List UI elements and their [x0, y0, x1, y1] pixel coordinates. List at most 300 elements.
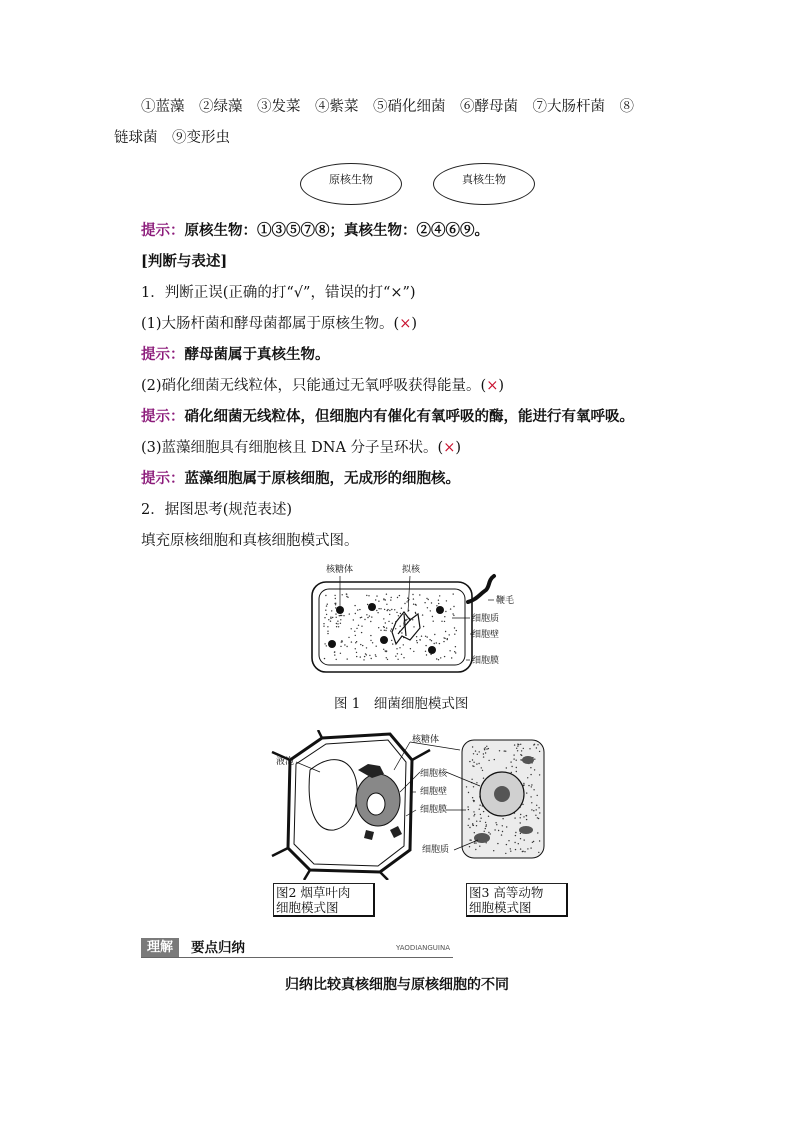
stipple-dot — [354, 631, 355, 632]
stipple-dot — [530, 774, 531, 775]
statement-3-close: ) — [455, 440, 462, 456]
prokaryote-oval-label: 原核生物 — [329, 173, 373, 186]
stipple-dot — [340, 623, 341, 624]
stipple-dot — [396, 648, 397, 649]
stipple-dot — [341, 615, 342, 616]
stipple-dot — [475, 750, 476, 751]
stipple-dot — [475, 849, 476, 850]
stipple-dot — [370, 635, 371, 636]
mitochondrion-shape — [522, 756, 534, 764]
stipple-dot — [438, 600, 439, 601]
stipple-dot — [323, 626, 324, 627]
stipple-dot — [327, 604, 328, 605]
section-judge: [判断与表述] — [141, 253, 228, 270]
stipple-dot — [470, 840, 471, 841]
stipple-dot — [390, 630, 391, 631]
wall-extension — [304, 870, 310, 880]
organism-list-line2: 链球菌 ⑨变形虫 — [114, 130, 230, 146]
stipple-dot — [472, 797, 473, 798]
ribosome-dot — [368, 603, 376, 611]
stipple-dot — [508, 840, 509, 841]
stipple-dot — [429, 639, 430, 640]
stipple-dot — [474, 814, 475, 815]
stipple-dot — [391, 640, 392, 641]
stipple-dot — [416, 640, 417, 641]
stipple-dot — [356, 641, 357, 642]
stipple-dot — [516, 767, 517, 768]
stipple-dot — [326, 605, 327, 606]
stipple-dot — [483, 778, 484, 779]
stipple-dot — [327, 631, 328, 632]
figure-1-caption: 图 1 细菌细胞模式图 — [334, 696, 469, 712]
stipple-dot — [476, 763, 477, 764]
label-cell-wall: 细胞壁 — [472, 630, 500, 640]
stipple-dot — [431, 602, 432, 603]
stipple-dot — [449, 634, 450, 635]
stipple-dot — [476, 821, 477, 822]
stipple-dot — [391, 609, 392, 610]
stipple-dot — [404, 603, 405, 604]
stipple-dot — [451, 657, 452, 658]
stipple-dot — [337, 623, 338, 624]
stipple-dot — [413, 604, 414, 605]
section-header — [141, 938, 453, 958]
stipple-dot — [353, 619, 354, 620]
stipple-dot — [536, 747, 537, 748]
stipple-dot — [368, 595, 369, 596]
stipple-dot — [484, 831, 485, 832]
stipple-dot — [336, 659, 337, 660]
stipple-dot — [330, 617, 331, 618]
stipple-dot — [471, 779, 472, 780]
stipple-dot — [324, 643, 325, 644]
stipple-dot — [511, 766, 512, 767]
stipple-dot — [340, 646, 341, 647]
stipple-dot — [478, 763, 479, 764]
stipple-dot — [479, 805, 480, 806]
stipple-dot — [443, 637, 444, 638]
stipple-dot — [536, 809, 537, 810]
stipple-dot — [521, 750, 522, 751]
stipple-dot — [346, 646, 347, 647]
stipple-dot — [468, 825, 469, 826]
stipple-dot — [523, 784, 524, 785]
stipple-dot — [426, 654, 427, 655]
statement-2 — [141, 376, 504, 396]
stipple-dot — [444, 616, 445, 617]
stipple-dot — [364, 619, 365, 620]
stipple-dot — [537, 795, 538, 796]
stipple-dot — [427, 636, 428, 637]
stipple-dot — [483, 756, 484, 757]
hint-label: 提示： — [141, 470, 185, 487]
nucleolus-shape — [367, 793, 385, 815]
stipple-dot — [527, 848, 528, 849]
stipple-dot — [412, 594, 413, 595]
stipple-dot — [444, 621, 445, 622]
stipple-dot — [453, 615, 454, 616]
stipple-dot — [367, 617, 368, 618]
stipple-dot — [473, 815, 474, 816]
stipple-dot — [474, 800, 475, 801]
stipple-dot — [485, 828, 486, 829]
stipple-dot — [397, 659, 398, 660]
stipple-dot — [391, 628, 392, 629]
stipple-dot — [361, 617, 362, 618]
stipple-dot — [360, 644, 361, 645]
figure-2-caption — [273, 883, 375, 917]
stipple-dot — [384, 630, 385, 631]
stipple-dot — [474, 842, 475, 843]
stipple-dot — [535, 815, 536, 816]
stipple-dot — [395, 656, 396, 657]
stipple-dot — [452, 613, 453, 614]
stipple-dot — [401, 632, 402, 633]
stipple-dot — [331, 610, 332, 611]
stipple-dot — [499, 750, 500, 751]
stipple-dot — [539, 812, 540, 813]
stipple-dot — [334, 652, 335, 653]
stipple-dot — [375, 656, 376, 657]
stipple-dot — [539, 774, 540, 775]
stipple-dot — [328, 619, 329, 620]
stipple-dot — [376, 610, 377, 611]
stipple-dot — [479, 751, 480, 752]
stipple-dot — [394, 609, 395, 610]
stipple-dot — [396, 612, 397, 613]
stipple-dot — [401, 654, 402, 655]
stipple-dot — [450, 608, 451, 609]
stipple-dot — [520, 814, 521, 815]
label-nucleus: 细胞核 — [420, 769, 448, 779]
stipple-dot — [472, 824, 473, 825]
statement-2-text: (2)硝化细菌无线粒体，只能通过无氧呼吸获得能量。( — [141, 378, 487, 394]
statement-1 — [141, 314, 417, 334]
stipple-dot — [523, 748, 524, 749]
stipple-dot — [536, 805, 537, 806]
statement-1-mark: × — [399, 316, 412, 332]
stipple-dot — [387, 610, 388, 611]
stipple-dot — [390, 599, 391, 600]
stipple-dot — [517, 750, 518, 751]
stipple-dot — [406, 601, 407, 602]
stipple-dot — [383, 618, 384, 619]
stipple-dot — [488, 816, 489, 817]
stipple-dot — [340, 653, 341, 654]
stipple-dot — [355, 635, 356, 636]
stipple-dot — [436, 658, 437, 659]
ribosome-dot — [328, 640, 336, 648]
stipple-dot — [421, 636, 422, 637]
stipple-dot — [383, 626, 384, 627]
question-2-body: 填充原核细胞和真核细胞模式图。 — [141, 533, 359, 549]
stipple-dot — [530, 847, 531, 848]
stipple-dot — [516, 760, 517, 761]
hint-3-text: 蓝藻细胞属于原核细胞，无成形的细胞核。 — [184, 470, 460, 487]
hint-label: 提示： — [141, 408, 185, 425]
stipple-dot — [520, 833, 521, 834]
stipple-dot — [433, 621, 434, 622]
stipple-dot — [488, 832, 489, 833]
stipple-dot — [447, 639, 448, 640]
stipple-dot — [485, 822, 486, 823]
stipple-dot — [403, 657, 404, 658]
stipple-dot — [449, 650, 450, 651]
label-nucleoid: 拟核 — [402, 565, 421, 575]
stipple-dot — [392, 643, 393, 644]
stipple-dot — [526, 815, 527, 816]
stipple-dot — [346, 596, 347, 597]
stipple-dot — [356, 652, 357, 653]
stipple-dot — [485, 747, 486, 748]
stipple-dot — [378, 627, 379, 628]
stipple-dot — [502, 831, 503, 832]
stipple-dot — [385, 650, 386, 651]
stipple-dot — [538, 852, 539, 853]
stipple-dot — [425, 636, 426, 637]
section-title: 要点归纳 — [191, 940, 245, 956]
stipple-dot — [531, 802, 532, 803]
stipple-dot — [413, 651, 414, 652]
statement-3-mark: × — [443, 440, 456, 456]
section-rule — [141, 957, 453, 958]
stipple-dot — [453, 606, 454, 607]
organism-list-line1: ①蓝藻 ②绿藻 ③发菜 ④紫菜 ⑤硝化细菌 ⑥酵母菌 ⑦大肠杆菌 ⑧ — [141, 99, 634, 115]
stipple-dot — [334, 654, 335, 655]
stipple-dot — [531, 784, 532, 785]
stipple-dot — [372, 642, 373, 643]
stipple-dot — [520, 759, 521, 760]
stipple-dot — [366, 614, 367, 615]
hint-1 — [141, 345, 330, 365]
stipple-dot — [476, 825, 477, 826]
stipple-dot — [354, 605, 355, 606]
stipple-dot — [510, 761, 511, 762]
stipple-dot — [524, 851, 525, 852]
stipple-dot — [473, 811, 474, 812]
stipple-dot — [537, 817, 538, 818]
stipple-dot — [518, 843, 519, 844]
figure-3-caption — [466, 883, 568, 917]
stipple-dot — [343, 615, 344, 616]
stipple-dot — [342, 594, 343, 595]
stipple-dot — [436, 605, 437, 606]
stipple-dot — [419, 639, 420, 640]
stipple-dot — [413, 626, 414, 627]
hint-label: 提示： — [141, 346, 185, 363]
stipple-dot — [473, 762, 474, 763]
stipple-dot — [514, 842, 515, 843]
stipple-dot — [336, 623, 337, 624]
stipple-dot — [469, 827, 470, 828]
stipple-dot — [378, 608, 379, 609]
stipple-dot — [479, 846, 480, 847]
stipple-dot — [466, 786, 467, 787]
stipple-dot — [339, 615, 340, 616]
stipple-dot — [335, 604, 336, 605]
stipple-dot — [363, 659, 364, 660]
question-1-title: 1．判断正误(正确的打“√”，错误的打“×”) — [141, 285, 416, 301]
stipple-dot — [480, 818, 481, 819]
label-ribosome: 核糖体 — [326, 565, 354, 575]
stipple-dot — [330, 621, 331, 622]
stipple-dot — [469, 761, 470, 762]
stipple-dot — [510, 848, 511, 849]
stipple-dot — [485, 826, 486, 827]
stipple-dot — [375, 599, 376, 600]
stipple-dot — [468, 818, 469, 819]
stipple-dot — [539, 751, 540, 752]
stipple-dot — [533, 841, 534, 842]
stipple-dot — [472, 746, 473, 747]
stipple-dot — [520, 817, 521, 818]
stipple-dot — [397, 653, 398, 654]
hint-text: 原核生物：①③⑤⑦⑧；真核生物：②④⑥⑨。 — [184, 222, 489, 239]
stipple-dot — [412, 619, 413, 620]
stipple-dot — [514, 817, 515, 818]
stipple-dot — [399, 647, 400, 648]
stipple-dot — [488, 760, 489, 761]
stipple-dot — [445, 611, 446, 612]
stipple-dot — [528, 785, 529, 786]
stipple-dot — [490, 833, 491, 834]
stipple-dot — [529, 748, 530, 749]
stipple-dot — [476, 782, 477, 783]
stipple-dot — [440, 657, 441, 658]
label-cytoplasm: 细胞质 — [472, 614, 500, 624]
stipple-dot — [367, 604, 368, 605]
stipple-dot — [388, 621, 389, 622]
stipple-dot — [341, 640, 342, 641]
stipple-dot — [530, 796, 531, 797]
stipple-dot — [426, 598, 427, 599]
stipple-dot — [504, 750, 505, 751]
stipple-dot — [369, 655, 370, 656]
stipple-dot — [523, 816, 524, 817]
stipple-dot — [483, 811, 484, 812]
wall-extension — [318, 730, 322, 738]
stipple-dot — [501, 834, 502, 835]
stipple-dot — [355, 642, 356, 643]
stipple-dot — [386, 627, 387, 628]
stipple-dot — [325, 595, 326, 596]
stipple-dot — [356, 656, 357, 657]
hint-label: 提示： — [141, 222, 185, 239]
stipple-dot — [377, 612, 378, 613]
stipple-dot — [427, 607, 428, 608]
stipple-dot — [520, 822, 521, 823]
stipple-dot — [335, 607, 336, 608]
stipple-dot — [506, 826, 507, 827]
stipple-dot — [358, 625, 359, 626]
stipple-dot — [375, 654, 376, 655]
stipple-dot — [385, 630, 386, 631]
stipple-dot — [524, 839, 525, 840]
stipple-dot — [533, 810, 534, 811]
stipple-dot — [371, 616, 372, 617]
stipple-dot — [419, 594, 420, 595]
stipple-dot — [340, 619, 341, 620]
section-tag: 理解 — [141, 938, 179, 958]
stipple-dot — [359, 609, 360, 610]
stipple-dot — [425, 651, 426, 652]
eukaryote-oval — [433, 163, 535, 205]
stipple-dot — [371, 658, 372, 659]
stipple-dot — [389, 614, 390, 615]
stipple-dot — [336, 617, 337, 618]
stipple-dot — [494, 829, 495, 830]
stipple-dot — [392, 623, 393, 624]
stipple-dot — [397, 597, 398, 598]
stipple-dot — [355, 648, 356, 649]
stipple-dot — [494, 759, 495, 760]
stipple-dot — [347, 658, 348, 659]
section-pinyin: YAODIANGUINA — [396, 944, 451, 952]
stipple-dot — [325, 610, 326, 611]
stipple-dot — [413, 598, 414, 599]
stipple-dot — [469, 846, 470, 847]
stipple-dot — [472, 823, 473, 824]
stipple-dot — [522, 851, 523, 852]
stipple-dot — [481, 767, 482, 768]
stipple-dot — [424, 602, 425, 603]
question-2-title: 2．据图思考(规范表述) — [141, 502, 293, 518]
animal-nucleolus — [494, 786, 510, 802]
stipple-dot — [400, 613, 401, 614]
stipple-dot — [384, 609, 385, 610]
stipple-dot — [415, 604, 416, 605]
stipple-dot — [455, 652, 456, 653]
stipple-dot — [430, 610, 431, 611]
statement-3 — [141, 438, 461, 458]
stipple-dot — [335, 598, 336, 599]
stipple-dot — [400, 626, 401, 627]
stipple-dot — [468, 809, 469, 810]
mitochondrion-shape — [474, 833, 490, 843]
hint-2-text: 硝化细菌无线粒体，但细胞内有催化有氧呼吸的酶，能进行有氧呼吸。 — [184, 408, 634, 425]
stipple-dot — [438, 603, 439, 604]
stipple-dot — [380, 630, 381, 631]
stipple-dot — [326, 645, 327, 646]
stipple-dot — [386, 650, 387, 651]
stipple-dot — [401, 608, 402, 609]
label-ribosome: 核糖体 — [412, 735, 440, 745]
stipple-dot — [364, 656, 365, 657]
stipple-dot — [407, 598, 408, 599]
label-cell-membrane: 细胞膜 — [472, 656, 500, 666]
stipple-dot — [454, 627, 455, 628]
stipple-dot — [386, 604, 387, 605]
stipple-dot — [366, 595, 367, 596]
stipple-dot — [453, 593, 454, 594]
stipple-dot — [527, 777, 528, 778]
label-cell-wall: 细胞壁 — [420, 787, 448, 797]
stipple-dot — [370, 621, 371, 622]
stipple-dot — [416, 636, 417, 637]
stipple-dot — [513, 758, 514, 759]
stipple-dot — [323, 623, 324, 624]
wall-extension — [412, 750, 430, 760]
stipple-dot — [474, 832, 475, 833]
stipple-dot — [366, 647, 367, 648]
wall-extension — [380, 872, 388, 880]
stipple-dot — [454, 634, 455, 635]
stipple-dot — [436, 642, 437, 643]
stipple-dot — [337, 621, 338, 622]
stipple-dot — [488, 748, 489, 749]
stipple-dot — [432, 616, 433, 617]
figure-3-caption-line2: 细胞模式图 — [469, 900, 532, 915]
